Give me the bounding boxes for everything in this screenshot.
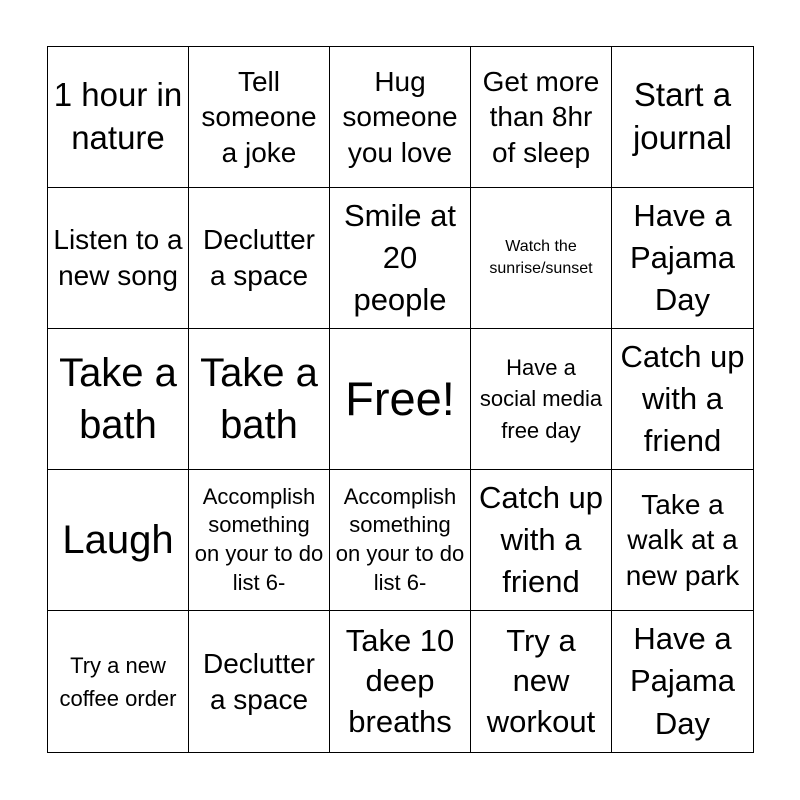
bingo-cell[interactable]	[189, 47, 330, 188]
bingo-cell-free[interactable]	[330, 329, 471, 470]
cell-text: Tell someone a joke	[201, 65, 317, 168]
bingo-cell[interactable]	[48, 47, 189, 188]
bingo-cell[interactable]	[612, 47, 753, 188]
cell-text: Take a walk at a new park	[625, 488, 740, 591]
cell-text: Catch up with a friend	[620, 338, 745, 459]
cell-text: Start a journal	[632, 76, 733, 156]
bingo-cell[interactable]	[471, 329, 612, 470]
bingo-cell[interactable]	[189, 611, 330, 752]
cell-text: Accomplish something on your to do list 6-	[335, 483, 465, 595]
bingo-cell[interactable]	[48, 329, 189, 470]
bingo-cell[interactable]	[48, 611, 189, 752]
cell-text: Laugh	[62, 518, 174, 562]
bingo-cell[interactable]	[471, 47, 612, 188]
cell-text: Catch up with a friend	[478, 479, 604, 600]
bingo-cell[interactable]	[48, 470, 189, 611]
cell-text: Have a Pajama Day	[629, 621, 736, 741]
bingo-cell[interactable]	[330, 611, 471, 752]
cell-text: Smile at 20 people	[344, 197, 456, 318]
bingo-cell[interactable]	[471, 611, 612, 752]
bingo-cell[interactable]	[189, 329, 330, 470]
bingo-cell[interactable]	[612, 329, 753, 470]
bingo-cell[interactable]	[471, 470, 612, 611]
cell-text: Take 10 deep breaths	[345, 623, 455, 739]
cell-text: Have a social media free day	[479, 355, 603, 443]
bingo-cell[interactable]	[189, 470, 330, 611]
bingo-cell[interactable]	[189, 188, 330, 329]
cell-text: Try a new coffee order	[59, 652, 177, 711]
cell-text: Watch the sunrise/sunset	[489, 237, 593, 277]
cell-text: Take a bath	[59, 351, 177, 447]
cell-text: Declutter a space	[202, 647, 316, 715]
bingo-cell[interactable]	[612, 611, 753, 752]
cell-text: Listen to a new song	[53, 224, 183, 291]
bingo-board	[47, 46, 754, 753]
cell-text: Have a Pajama Day	[629, 197, 736, 318]
cell-text: Take a bath	[200, 351, 318, 447]
cell-text: Try a new workout	[486, 623, 596, 739]
bingo-cell[interactable]	[612, 470, 753, 611]
cell-text: Hug someone you love	[342, 65, 458, 168]
cell-text: 1 hour in nature	[53, 76, 183, 156]
bingo-cell[interactable]	[612, 188, 753, 329]
cell-text: Declutter a space	[202, 224, 316, 291]
bingo-cell[interactable]	[48, 188, 189, 329]
bingo-cell[interactable]	[330, 47, 471, 188]
cell-text: Accomplish something on your to do list 6-	[194, 483, 324, 595]
cell-text: Free!	[345, 371, 455, 425]
bingo-cell[interactable]	[330, 470, 471, 611]
cell-text: Get more than 8hr of sleep	[482, 65, 600, 168]
bingo-cell[interactable]	[330, 188, 471, 329]
bingo-cell[interactable]	[471, 188, 612, 329]
